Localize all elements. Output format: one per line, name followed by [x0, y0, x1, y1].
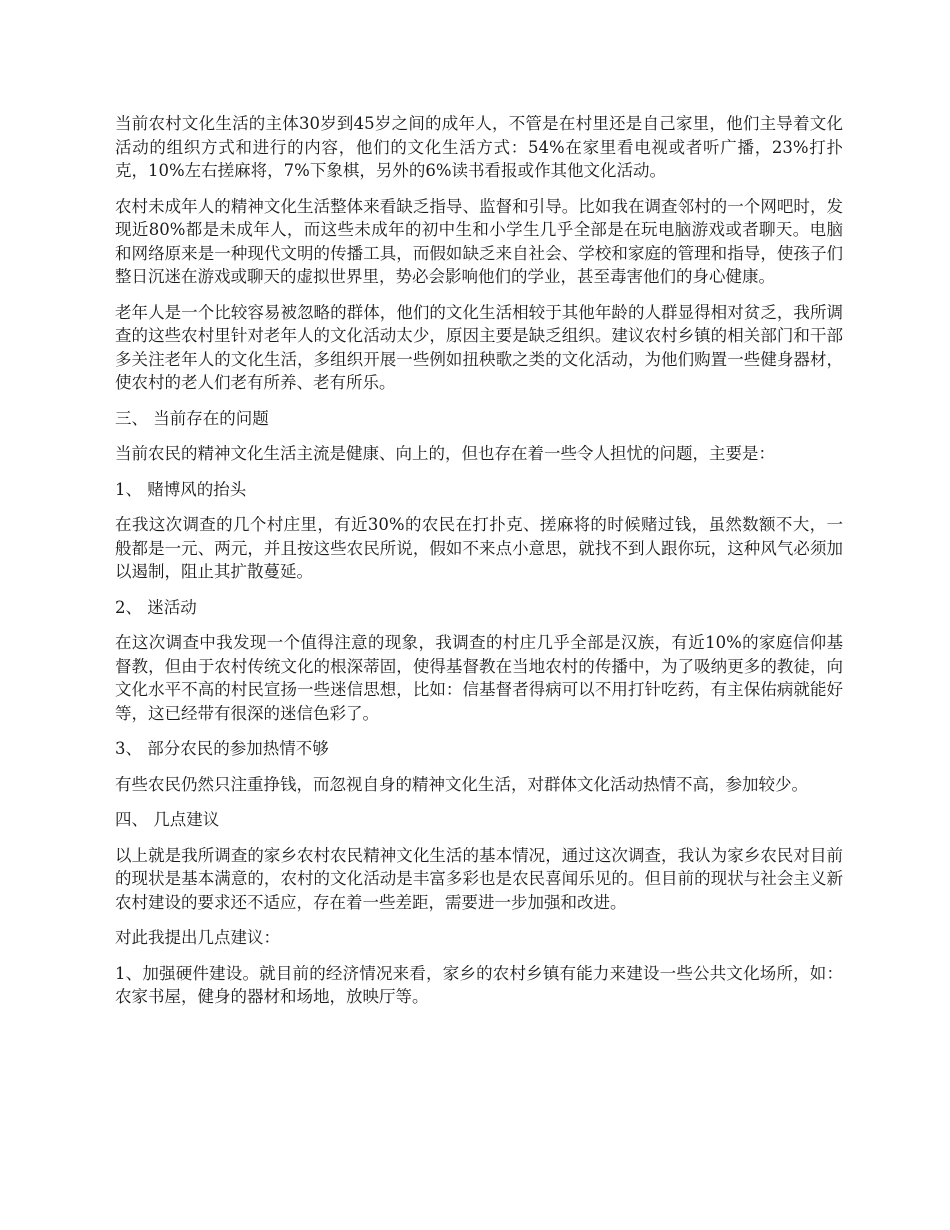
section-heading-suggestions: 四、 几点建议: [115, 810, 220, 829]
document-page: [115, 112, 843, 1021]
paragraph-minors-culture: 农村未成年人的精神文化生活整体来看缺乏指导、监督和引导。比如我在调查邻村的一个网吧时，发现近80%都是未成年人，而这些未成年的初中生和小学生几乎全部是在玩电脑游戏或者聊天。电脑和网络原来是一种现代文明的传播工具，而假如缺乏来自社会、学校和家庭的管理和指导，使孩子们整日沉迷在游戏或聊天的虚拟世界里，势必会影响他们的学业，甚至毒害他们的身心健康。: [115, 196, 843, 286]
paragraph-suggestions-intro: 以上就是我所调查的家乡农村农民精神文化生活的基本情况，通过这次调查，我认为家乡农民对目前的现状是基本满意的，农村的文化活动是丰富多彩也是农民喜闻乐见的。但目前的现状与社会主义新农村建设的要求还不适应，存在着一些差距，需要进一步加强和改进。: [115, 845, 843, 912]
paragraph-suggestion-hardware: 1、加强硬件建设。就目前的经济情况来看，家乡的农村乡镇有能力来建设一些公共文化场所，如：农家书屋，健身的器材和场地，放映厅等。: [115, 963, 843, 1006]
paragraph-gambling: 在我这次调查的几个村庄里，有近30%的农民在打扑克、搓麻将的时候赌过钱，虽然数额不大，一般都是一元、两元，并且按这些农民所说，假如不来点小意思，就找不到人跟你玩，这种风气必须加以遏制，阻止其扩散蔓延。: [115, 515, 843, 581]
paragraph-elderly-culture: 老年人是一个比较容易被忽略的群体，他们的文化生活相较于其他年龄的人群显得相对贫乏，我所调查的这些农村里针对老年人的文化活动太少，原因主要是缺乏组织。建议农村乡镇的相关部门和干部多关注老年人的文化生活，多组织开展一些例如扭秧歌之类的文化活动，为他们购置一些健身器材，使农村的老人们老有所养、老有所乐。: [115, 302, 843, 392]
paragraph-suggestions-lead: 对此我提出几点建议：: [115, 928, 280, 947]
section-heading-problems: 三、 当前存在的问题: [115, 408, 269, 428]
subheading-participation: 3、 部分农民的参加热情不够: [115, 739, 329, 758]
paragraph-participation: 有些农民仍然只注重挣钱，而忽视自身的精神文化生活，对群体文化活动热情不高，参加较少。: [115, 774, 808, 794]
subheading-superstition: 2、 迷活动: [115, 597, 197, 617]
paragraph-problems-intro: 当前农民的精神文化生活主流是健康、向上的，但也存在着一些令人担忧的问题，主要是：: [115, 444, 775, 463]
paragraph-superstition: 在这次调查中我发现一个值得注意的现象，我调查的村庄几乎全部是汉族，有近10%的家庭信仰基督教，但由于农村传统文化的根深蒂固，使得基督教在当地农村的传播中，为了吸纳更多的教徒，向文化水平不高的村民宣扬一些迷信思想，比如：信基督者得病可以不用打针吃药，有主保佑病就能好等，这已经带有很深的迷信色彩了。: [115, 633, 843, 723]
subheading-gambling: 1、 赌博风的抬头: [115, 479, 247, 499]
paragraph-adult-culture: 当前农村文化生活的主体30岁到45岁之间的成年人，不管是在村里还是自己家里，他们主导着文化活动的组织方式和进行的内容，他们的文化生活方式：54%在家里看电视或者听广播，23%打扑克，10%左右搓麻将，7%下象棋，另外的6%读书看报或作其他文化活动。: [115, 114, 843, 180]
